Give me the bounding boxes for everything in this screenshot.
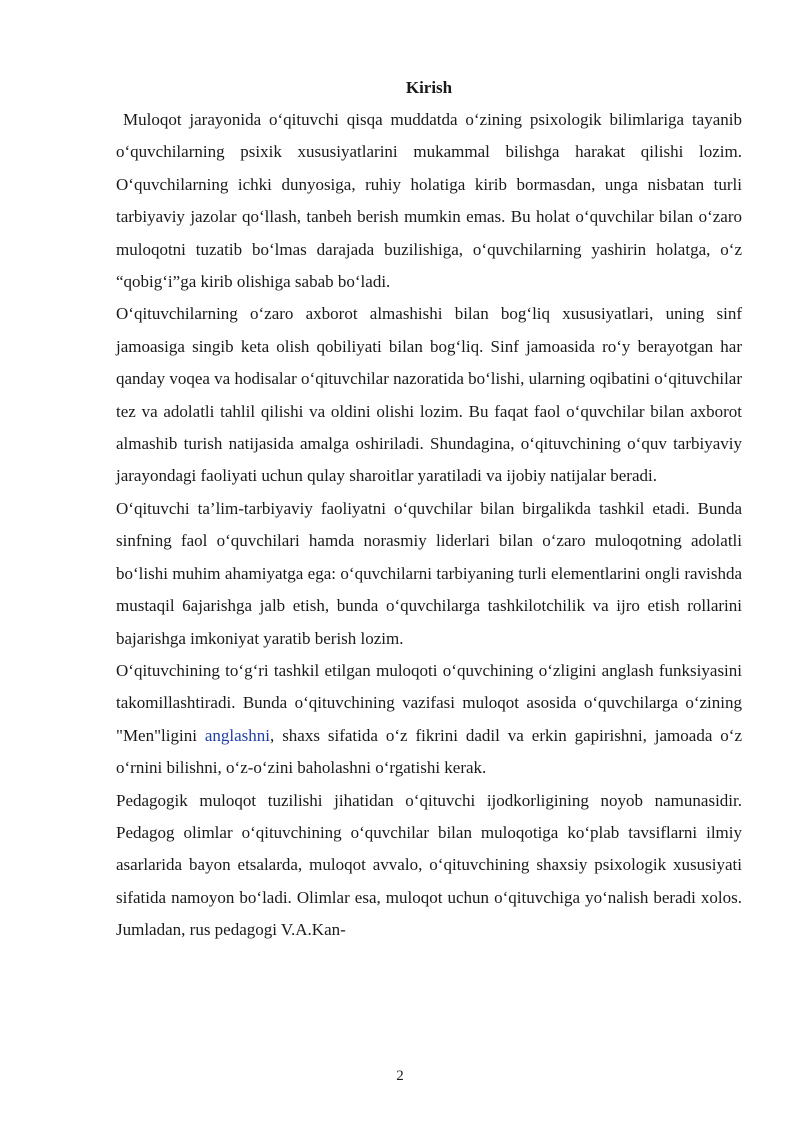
paragraph-4-text-before: O‘qituvchining to‘g‘ri tashkil etilgan muloqoti o‘quvchining o‘zligini anglash funksiyasini takomillashtiradi. Bunda o‘qituvchining vazifasi muloqot asosida o‘quvchilarga o‘zining "Men"ligini <box>116 660 742 745</box>
page-number: 2 <box>396 1068 404 1084</box>
paragraph-4 <box>116 655 742 785</box>
page-content <box>116 76 742 947</box>
anglashni-link[interactable]: anglashni <box>204 725 271 745</box>
page-title: Kirish <box>405 78 453 97</box>
paragraph-2: O‘qituvchilarning o‘zaro axborot almashishi bilan bog‘liq xususiyatlari, uning sinf jamoasiga singib keta olish qobiliyati bilan bog‘liq. Sinf jamoasida ro‘y berayotgan har qanday voqea va hodisalar o‘qituvchilar nazoratida bo‘lishi, ularning oqibatini o‘qituvchilar tez va adolatli tahlil qilishi va oldini olishi lozim. Bu faqat faol o‘quvchilar bilan axborot almashib turish natijasida amalga oshiriladi. Shundagina, o‘qituvchining o‘quv tarbiyaviy jarayondagi faoliyati uchun qulay sharoitlar yaratiladi va ijobiy natijalar beradi. <box>116 304 742 486</box>
paragraph-3: O‘qituvchi ta’lim-tarbiyaviy faoliyatni o‘quvchilar bilan birgalikda tashkil etadi. Bunda sinfning faol o‘quvchilari hamda norasmiy liderlari bilan o‘zaro muloqotning adolatli bo‘lishi muhim ahamiyatga ega: o‘quvchilarni tarbiyaning turli elementlarini ongli ravishda mustaqil 6ajarishga jalb etish, bunda o‘quvchilarga tashkilotchilik va ijro etish rollarini bajarishga imkoniyat yaratib berish lozim. <box>116 498 742 648</box>
paragraph-1: Muloqot jarayonida o‘qituvchi qisqa muddatda o‘zining psixologik bilimlariga tayanib o‘quvchilarning psixik xususiyatlarini mukammal bilishga harakat qilishi lozim. O‘quvchilarning ichki dunyosiga, ruhiy holatiga kirib bormasdan, unga nisbatan turli tarbiyaviy jazolar qo‘llash, tanbeh berish mumkin emas. Bu holat o‘quvchilar bilan o‘zaro muloqotni tuzatib bo‘lmas darajada buzilishiga, o‘quvchilarning yashirin holatga, o‘z “qobig‘i”ga kirib olishiga sabab bo‘ladi. <box>116 110 742 292</box>
paragraph-5: Pedagogik muloqot tuzilishi jihatidan o‘qituvchi ijodkorligining noyob namunasidir. Pedagog olimlar o‘qituvchining o‘quvchilar bilan muloqotiga ko‘plab tavsiflarni ilmiy asarlarida bayon etsalarda, muloqot avvalo, o‘qituvchining shaxsiy psixologik xususiyati sifatida namoyon bo‘ladi. Olimlar esa, muloqot uchun o‘qituvchiga yo‘nalish beradi xolos. Jumladan, rus pedagogi V.A.Kan- <box>116 790 742 940</box>
paragraph-4-text-after: , shaxs sifatida o‘z fikrini dadil va erkin gapirishni, jamoada o‘z o‘rnini bilishni, o‘z-o‘zini baholashni o‘rgatishi kerak. <box>116 725 742 778</box>
